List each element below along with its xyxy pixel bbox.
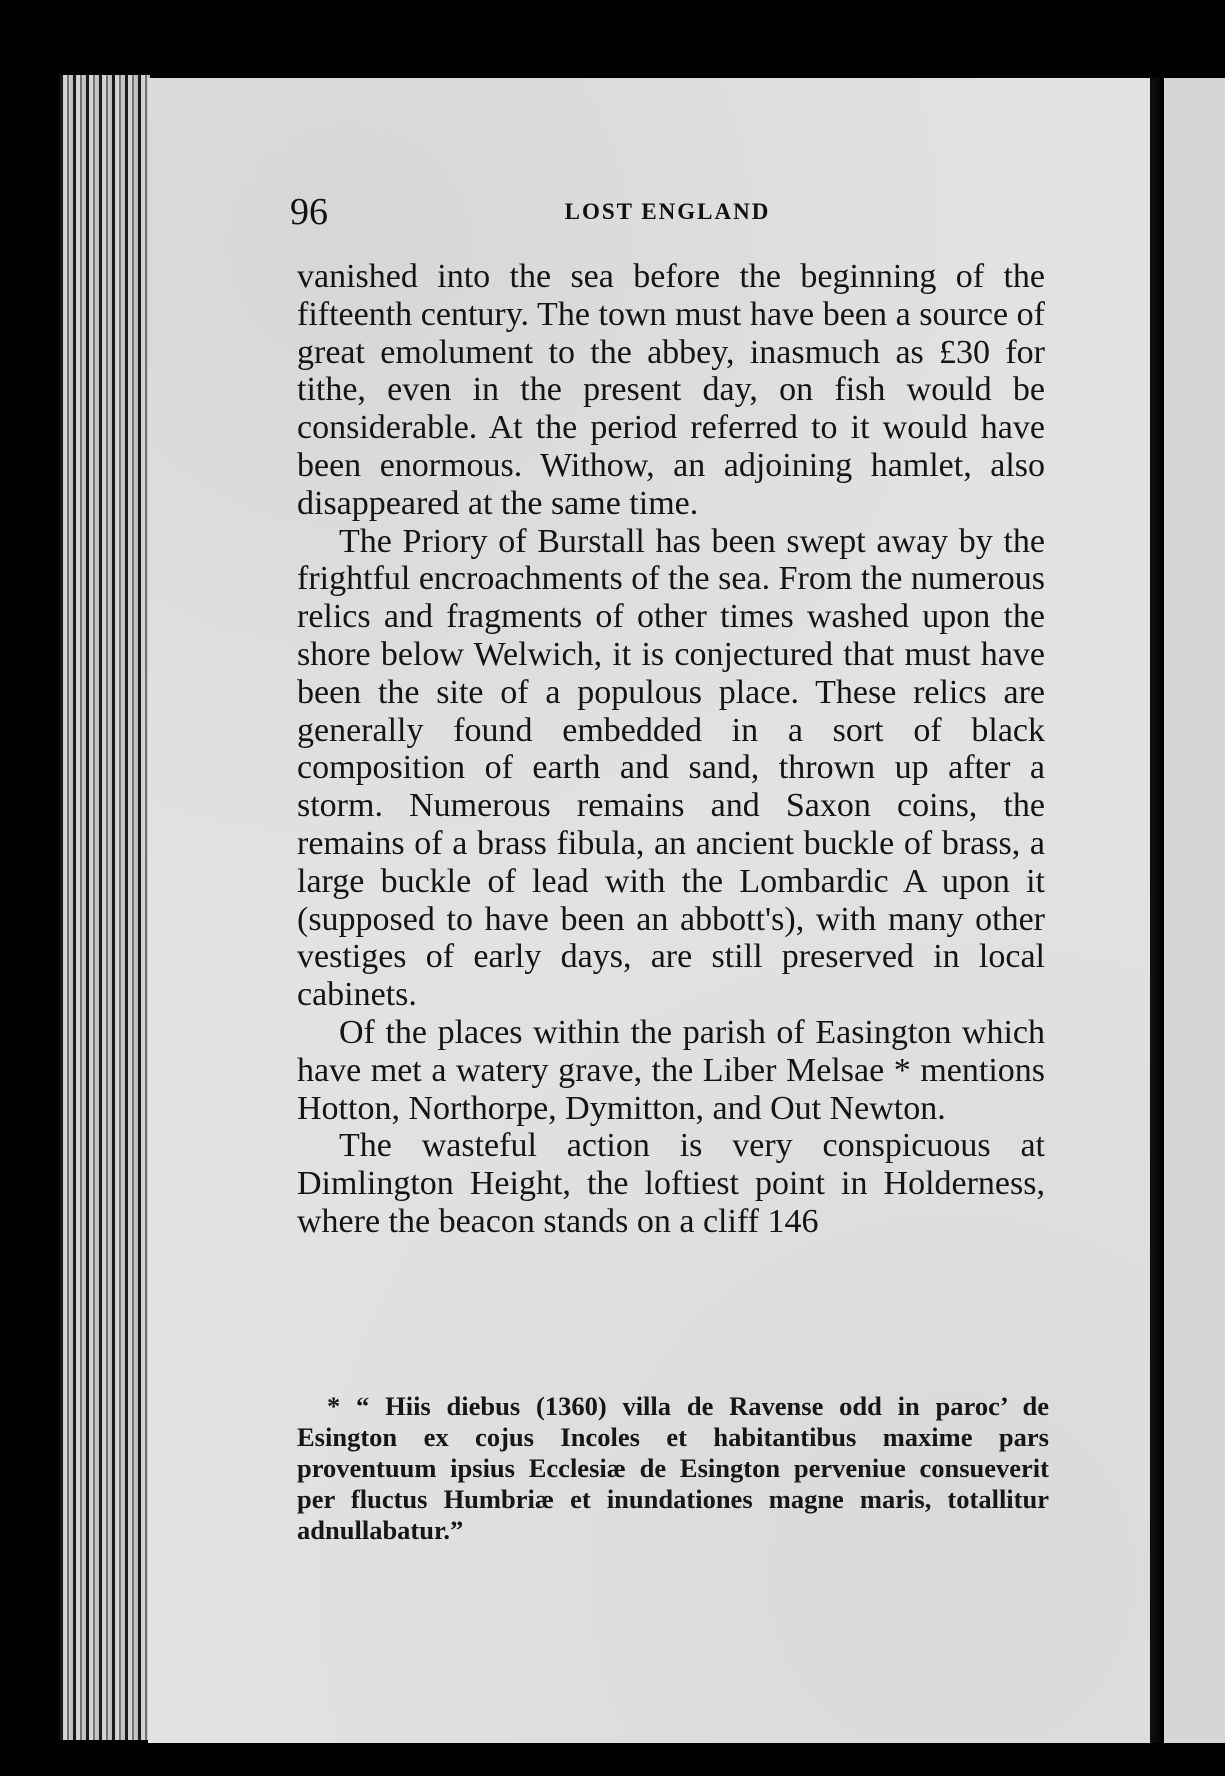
footnote-text: * “ Hiis diebus (1360) villa de Ravense odd in paroc’ de Esington ex cojus Incoles et habitantibus maxime pars proventuum ipsius Ecclesiæ de Esington perveniue consueverit per fluctus Humbriæ et inundationes magne maris, totallitur adnullabatur.” [297, 1391, 1049, 1545]
paragraph: Of the places within the parish of Easington which have met a watery grave, the Liber Melsae * mentions Hotton, Northorpe, Dymitton, and Out Newton. [297, 1013, 1045, 1127]
page-number: 96 [290, 191, 328, 233]
running-title: LOST ENGLAND [564, 199, 771, 224]
paragraph: vanished into the sea before the beginning of the fifteenth century. The town must have been a source of great emolument to the abbey, inasmuch as £30 for tithe, even in the present day, on fish would be considerable. At the period referred to it would have been enormous. Withow, an adjoining hamlet, also disappeared at the same time. [297, 258, 1045, 522]
running-head [290, 190, 1045, 234]
page-edges [60, 75, 150, 1740]
footnote [297, 1391, 1049, 1546]
gutter-shadow [1150, 78, 1164, 1743]
facing-page-edge [1164, 78, 1225, 1743]
paragraph: The wasteful action is very conspicuous at Dimlington Height, the loftiest point in Holderness, where the beacon stands on a cliff 146 [297, 1127, 1045, 1240]
paragraph: The Priory of Burstall has been swept away by the frightful encroachments of the sea. From the numerous relics and fragments of other times washed upon the shore below Welwich, it is conjectured that must have been the site of a populous place. These relics are generally found embedded in a sort of black composition of earth and sand, thrown up after a storm. Numerous remains and Saxon coins, the remains of a brass fibula, an ancient buckle of brass, a large buckle of lead with the Lombardic A upon it (supposed to have been an abbott's), with many other vestiges of early days, are still preserved in local cabinets. [297, 522, 1045, 1014]
body-text [297, 258, 1045, 1241]
